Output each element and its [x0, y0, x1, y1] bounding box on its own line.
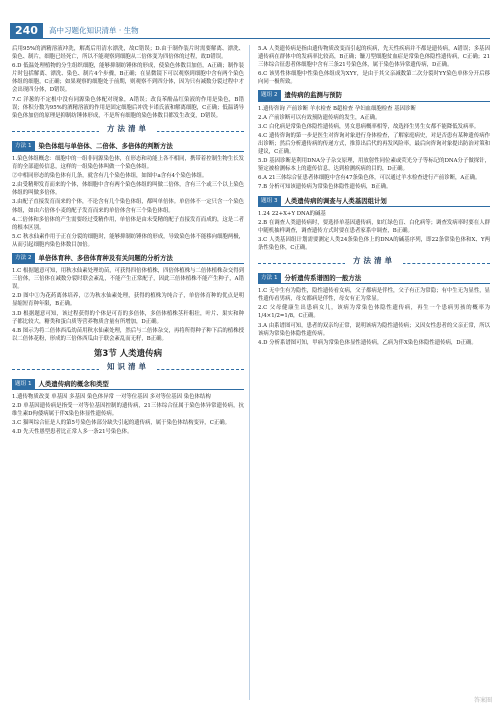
- column-divider: [249, 45, 250, 700]
- topic-title: 遗传病的监测与预防: [284, 91, 343, 100]
- method-heading: [258, 273, 490, 284]
- paragraph: 1.C 根据题意可知，用秋水仙素处理幼苗，可获得四倍体植株，四倍体植株与二倍体植株杂交得到三倍体，三倍体在减数分裂时联会紊乱，不能产生正常配子，因此三倍体植株不能产生种子，A错误。: [12, 268, 244, 291]
- topic-heading: [12, 379, 244, 390]
- watermark-text: 答案圈: [473, 697, 492, 704]
- topic-tag: 题组 2: [258, 90, 281, 100]
- topic-title: 人类遗传病的调查与人类基因组计划: [284, 196, 387, 205]
- paragraph: 3.D 根据题意可知，该过程获得的个体是可育的多倍体，多倍体植株茎秆粗壮，叶片、果实和种子都比较大，糖类和蛋白质等营养物质含量有所增加，D正确。: [12, 310, 244, 325]
- paragraph: 5.C 秋水仙素作用于正在分裂的细胞时，能够抑制纺锤体的形成，导致染色体不能移向细胞两极，从而引起细胞内染色体数目加倍。: [12, 233, 244, 248]
- paragraph: 4.C 遗传咨询的第一步是医生对咨询对象进行身体检查，了解家庭病史，对是否患有某种遗传病作出诊断；然后分析遗传病的传递方式，推算出后代的再发风险率，最后向咨询对象提出防治对策和建议，C正确。: [258, 132, 490, 156]
- paragraph: 4.B 图示为将二倍体西瓜幼苗用秋水仙素处理，然后与二倍体杂交，再将所得种子种下后的植株授以二倍体花粉，形成的三倍体西瓜由于联会紊乱而无籽，B正确。: [12, 327, 244, 342]
- paragraph: 4.D 分析系谱图可知，甲病为常染色体显性遗传病，乙病为伴X染色体隐性遗传病，D正确。: [258, 339, 477, 346]
- paragraph: 6.A 21三体综合征患者体细胞中含有47条染色体，可以通过羊水检查进行产前诊断，A正确。: [258, 175, 481, 182]
- paragraph: 7.B 分析可知该遗传病为常染色体隐性遗传病，B正确。: [258, 184, 392, 191]
- method-title: 分析遗传系谱图的一般方法: [284, 274, 362, 283]
- paragraph: 1.C 无中生有为隐性，隐性遗传看女病，父子都病是伴性，父子有正为常隐；有中生无为显性，显性遗传看男病，母女都病是伴性，母女有正为常显。: [258, 288, 490, 303]
- paragraph: 1.遗传物质改变 单基因 多基因 染色体异常 一对等位基因 多对等位基因 染色体结构: [12, 394, 211, 401]
- method-heading: [12, 253, 244, 264]
- paragraph: 2.A 产前诊断可以有效预防遗传病的发生，A正确。: [258, 114, 381, 121]
- page-number: 240: [10, 23, 43, 38]
- paragraph: 2.D 图中①为花药离体培养，②为秋水仙素处理，获得的植株为纯合子，单倍体育种的优点是明显缩短育种年限，B正确。: [12, 293, 244, 308]
- section-band: 知识清单: [12, 363, 244, 375]
- section-title: 第3节 人类遗传病: [93, 348, 163, 359]
- paragraph: 4.二倍体和多倍体的产生需要经过受精作用，单倍体是由未受精的配子直接发育而成的，这是二者的根本区别。: [12, 216, 244, 231]
- method-tag: 方法 2: [12, 253, 35, 263]
- left-column: [12, 45, 244, 700]
- topic-tag: 题组 3: [258, 196, 281, 206]
- section-band: 方法清单: [258, 257, 490, 269]
- section-band: 方法清单: [12, 125, 244, 137]
- paragraph: 6.D 低温处理植物的分生组织细胞，能够抑制纺锤体的形成，使染色体数目加倍，A正确；制作装片时包括解离、漂洗、染色、制片4个步骤，B正确；在显微镜下可以观察到细胞中含有两个染色体组的细胞，C正确；如果观察的细胞处于前期，则观察不到四分体，因为只有减数分裂过程中才会出现四分体，D错误。: [12, 63, 244, 94]
- paragraph: 3.C 猫叫综合征是人的第5号染色体部分缺失引起的遗传病，属于染色体结构变异，C正确。: [12, 420, 230, 427]
- paragraph: 3.C 白化病是常染色体隐性遗传病，男女患病概率相等，故选择生男生女都不能降低发病率。: [258, 123, 480, 130]
- paragraph: 2.B 在调查人类遗传病时，要选择单基因遗传病，如红绿色盲、白化病等；调查发病率时要在人群中随机抽样调查，调查遗传方式时要在患者家系中调查，B正确。: [258, 219, 490, 234]
- paragraph: ②中相同形态的染色体有几条，就含有几个染色体组，如图中a含有4个染色体组。: [12, 173, 208, 180]
- method-tag: 方法 1: [12, 141, 35, 151]
- method-title: 单倍体育种、多倍体育种及有关问题的分析方法: [38, 253, 173, 262]
- method-title: 染色体组与单倍体、二倍体、多倍体的判断方法: [38, 141, 173, 150]
- page-header: [10, 20, 490, 39]
- method-heading: [12, 141, 244, 152]
- topic-tag: 题组 1: [12, 379, 35, 389]
- paragraph: 2.由受精卵发育而来的个体，体细胞中含有两个染色体组的叫做二倍体，含有三个或三个以上染色体组的叫做多倍体。: [12, 182, 244, 197]
- topic-heading: [258, 196, 490, 207]
- paragraph: 1.染色体组概念：细胞中的一组非同源染色体，在形态和功能上各不相同，携带着控制生物生长发育的全部遗传信息，这样的一组染色体叫做一个染色体组。: [12, 155, 244, 171]
- paragraph: 1.遗传咨询 产前诊断 羊水检查 B超检查 孕妇血细胞检查 基因诊断: [258, 105, 416, 112]
- paragraph: 7.C 洋葱的不定根中没有同源染色体配对现象，A错误；改良苯酚品红染液的作用是染色，B错误；体积分数为95%的酒精溶液的作用是固定细胞后冲洗卡诺氏液和解离细胞，C正确；低温诱导染色体加倍的原理是抑制纺锤体形成，不是所有细胞的染色体数目都发生改变，D错误。: [12, 96, 244, 119]
- paragraph: 3.由配子直接发育而来的个体，不论含有几个染色体组，都叫单倍体。单倍体不一定只含一个染色体组，如由六倍体小麦的配子发育而来的单倍体含有三个染色体组。: [12, 199, 244, 214]
- paragraph: 2.D 单基因遗传病是指受一对等位基因控制的遗传病，21三体综合征属于染色体异常遗传病，抗维生素D佝偻病属于伴X染色体显性遗传病。: [12, 403, 244, 418]
- paragraph: 5.A 人类遗传病是指由遗传物质改变而引起的疾病，先天性疾病并不都是遗传病，A错误；多基因遗传病在群体中的发病率比较高，B正确；镰刀型细胞贫血症是常染色体隐性遗传病，C正确；21三体综合征患者体细胞中含有三条21号染色体，属于染色体异常遗传病，D正确。: [258, 46, 490, 69]
- method-tag: 方法 1: [258, 273, 281, 283]
- paragraph: 后用95%的酒精溶液冲洗，解离后用清水漂洗，故C错误；D.由于制作装片时需要解离、漂洗、染色、制片，细胞已经死亡，所以不能观察到细胞从二倍体变为四倍体的过程，故D错误。: [12, 46, 244, 61]
- paragraph: 6.C 该男性体细胞中性染色体组成为XYY，是由于其父亲减数第二次分裂时YY染色单体分开后移向同一极所致。: [258, 71, 490, 86]
- topic-heading: [258, 90, 490, 101]
- topic-title: 人类遗传病的概念和类型: [38, 380, 109, 388]
- paragraph: 2.C 父母健康生出患病女儿，该病为常染色体隐性遗传病，再生一个患病男孩的概率为1/4×1/2=1/8，C正确。: [258, 305, 490, 320]
- right-column: [258, 45, 490, 700]
- paragraph: 4.D 先天性愚型患者比正常人多一条21号染色体。: [12, 429, 133, 436]
- paragraph: 3.C 人类基因组计划需要测定人类24条染色体上的DNA的碱基序列，即22条常染色体和X、Y两条性染色体，C正确。: [258, 236, 490, 251]
- paragraph: 1.24 22+X+Y DNA的碱基: [258, 210, 326, 217]
- paragraph: 3.A 由系谱图可知，患者的双亲均正常，说明该病为隐性遗传病；又因女性患者的父亲正常，所以该病为常染色体隐性遗传病。: [258, 322, 490, 337]
- running-title: 高中习题化知识清单 · 生物: [48, 26, 139, 35]
- paragraph: 5.D 基因诊断是利用DNA分子杂交原理，用放射性同位素或荧光分子等标记的DNA分子做探针，鉴定被检测标本上的遗传信息，达到检测疾病的目的，D正确。: [258, 158, 490, 173]
